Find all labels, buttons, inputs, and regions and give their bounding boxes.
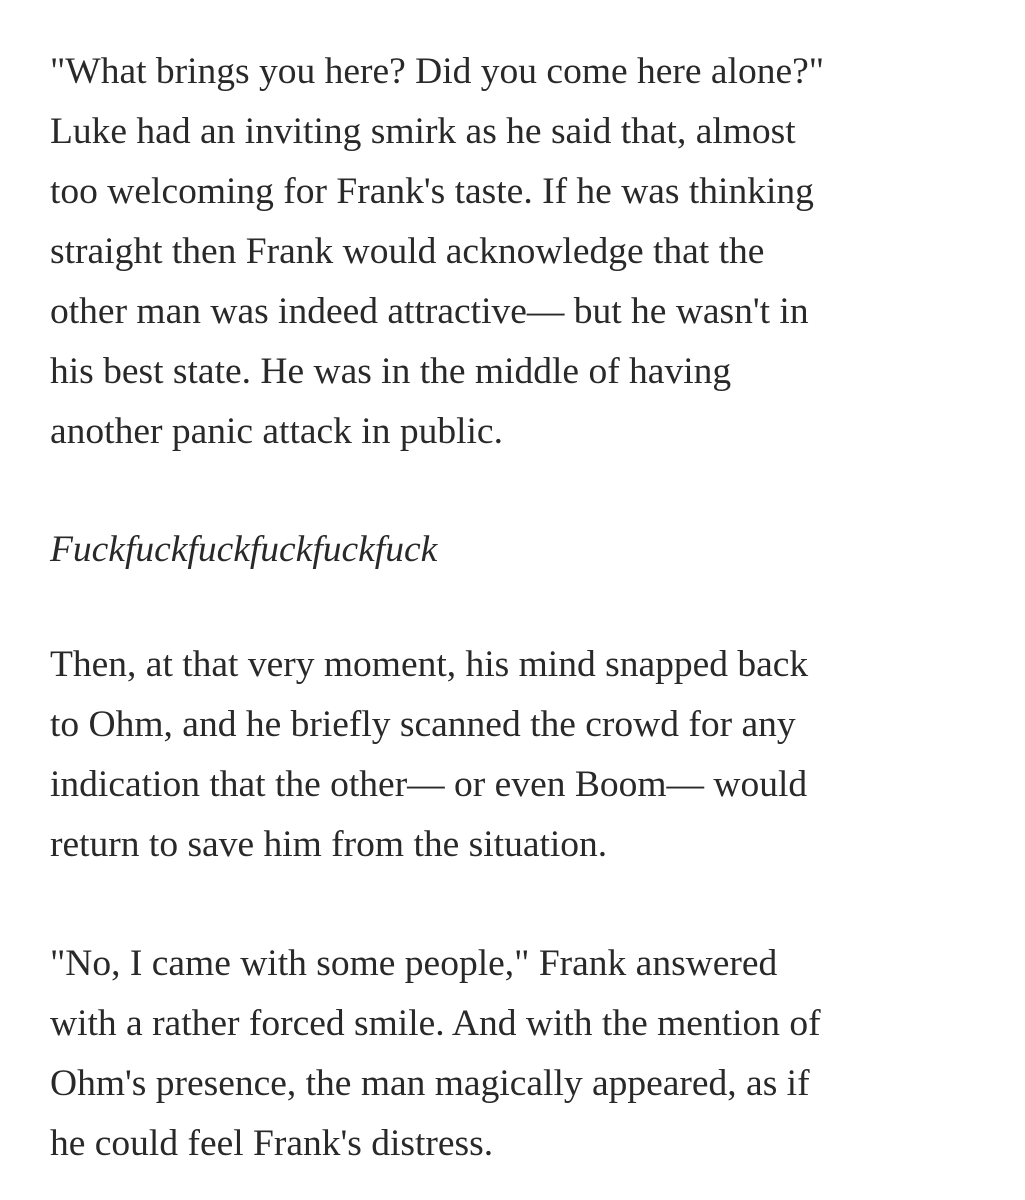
paragraph-line: Then, at that very moment, his mind snapped back bbox=[50, 644, 809, 685]
paragraph-line: Ohm's presence, the man magically appeared, as if bbox=[50, 1063, 810, 1104]
paragraph-line: "No, I came with some people," Frank answered bbox=[50, 943, 778, 984]
paragraph-line: his best state. He was in the middle of having bbox=[50, 351, 732, 392]
paragraph-line: "What brings you here? Did you come here alone?" bbox=[50, 51, 825, 92]
italic-thought-line: Fuckfuckfuckfuckfuckfuck bbox=[50, 529, 438, 570]
paragraph-line: Luke had an inviting smirk as he said that, almost bbox=[50, 111, 796, 152]
paragraph-line: straight then Frank would acknowledge that the bbox=[50, 231, 765, 272]
paragraph-line: indication that the other— or even Boom— would bbox=[50, 764, 808, 805]
paragraph-line: other man was indeed attractive— but he wasn't in bbox=[50, 291, 809, 332]
paragraph-line: he could feel Frank's distress. bbox=[50, 1123, 494, 1164]
paragraph-line: another panic attack in public. bbox=[50, 411, 503, 452]
paragraph-line: return to save him from the situation. bbox=[50, 824, 608, 865]
paragraph-line: to Ohm, and he briefly scanned the crowd for any bbox=[50, 704, 796, 745]
paragraph-line: with a rather forced smile. And with the mention of bbox=[50, 1003, 821, 1044]
paragraph-line: too welcoming for Frank's taste. If he was thinking bbox=[50, 171, 814, 212]
